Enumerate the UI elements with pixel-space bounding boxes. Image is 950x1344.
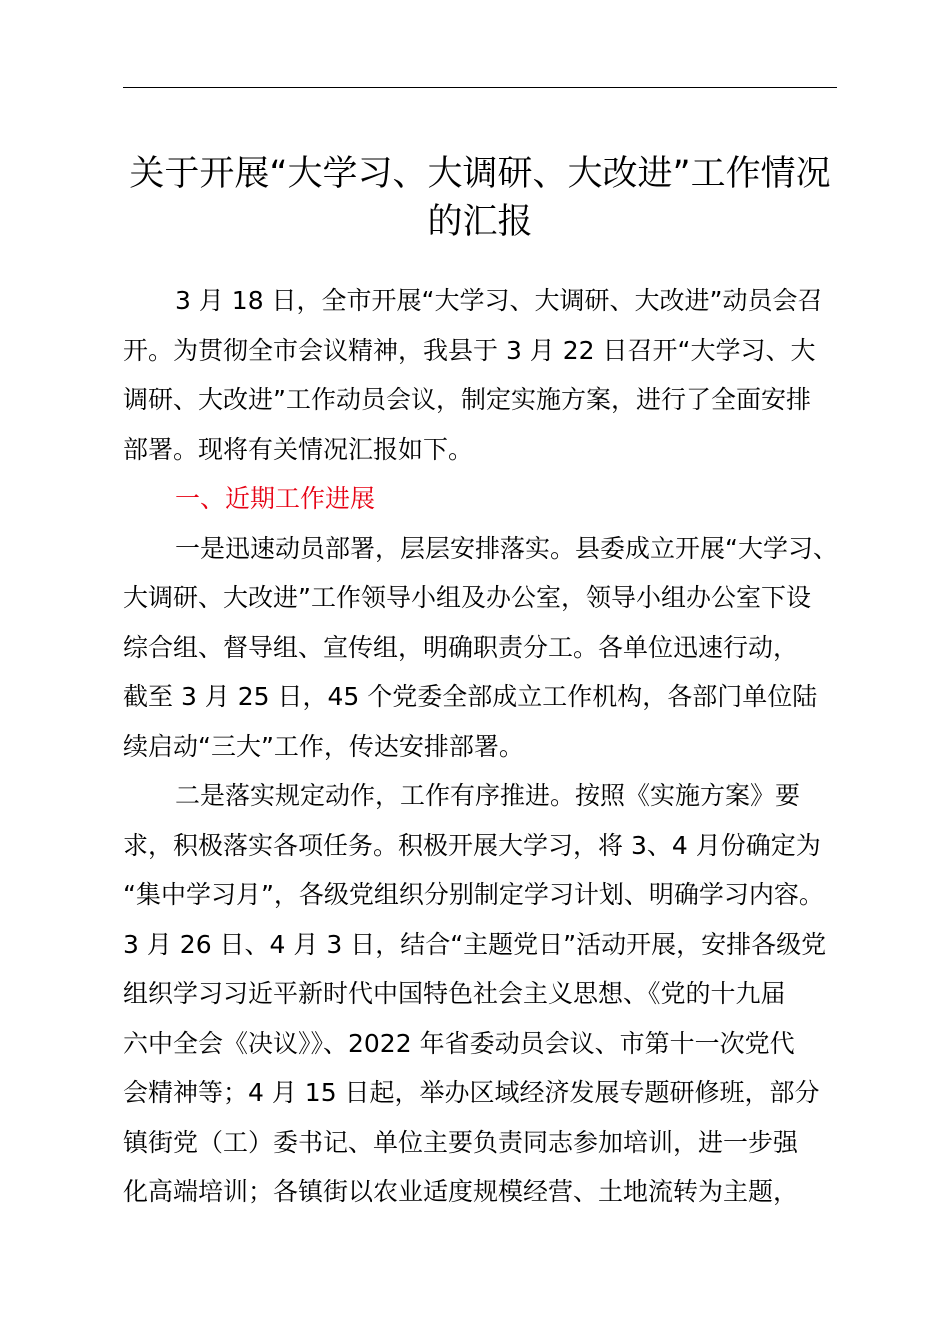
text-line: 3 月 18 日，全市开展“大学习、大调研、大改进”动员会召 [175,286,823,315]
document-title [110,150,850,246]
paragraph [123,771,843,1217]
header-rule [123,87,837,88]
text-line: 调研、大改进”工作动员会议，制定实施方案，进行了全面安排 [123,385,811,414]
text-line: 求，积极落实各项任务。积极开展大学习，将 3、4 月份确定为 [123,830,821,860]
text-line: 截至 3 月 25 日，45 个党委全部成立工作机构，各部门单位陆 [123,682,818,711]
text-line: “集中学习月”，各级党组织分别制定学习计划、明确学习内容。 [123,880,824,909]
text-line: 一、近期工作进展 [175,484,376,513]
paragraph [123,524,843,772]
text-line: 化高端培训；各镇街以农业适度规模经营、土地流转为主题， [123,1177,799,1206]
document-body [123,276,843,1217]
text-line: 部署。现将有关情况汇报如下。 [123,434,474,464]
text-line: 续启动“三大”工作，传达安排部署。 [123,731,524,761]
text-line: 大调研、大改进”工作领导小组及办公室，领导小组办公室下设 [123,583,811,612]
text-line: 会精神等；4 月 15 日起，举办区域经济发展专题研修班，部分 [123,1078,820,1107]
title-line: 的汇报 [427,202,533,242]
text-line: 组织学习习近平新时代中国特色社会主义思想、《党的十九届 [123,979,786,1008]
text-line: 六中全会《决议》》、2022 年省委动员会议、市第十一次党代 [123,1028,795,1058]
text-line: 一是迅速动员部署，层层安排落实。县委成立开展“大学习、 [175,533,838,563]
text-line: 综合组、督导组、宣传组，明确职责分工。各单位迅速行动， [123,632,799,662]
text-line: 二是落实规定动作，工作有序推进。按照《实施方案》要 [175,781,801,810]
text-line: 3 月 26 日、4 月 3 日，结合“主题党日”活动开展，安排各级党 [123,929,827,959]
paragraph [123,276,843,474]
text-line: 开。为贯彻全市会议精神，我县于 3 月 22 日召开“大学习、大 [123,335,816,365]
section-heading [123,474,843,524]
title-line: 关于开展“大学习、大调研、大改进”工作情况 [129,154,831,194]
text-line: 镇街党（工）委书记、单位主要负责同志参加培训，进一步强 [123,1127,799,1157]
